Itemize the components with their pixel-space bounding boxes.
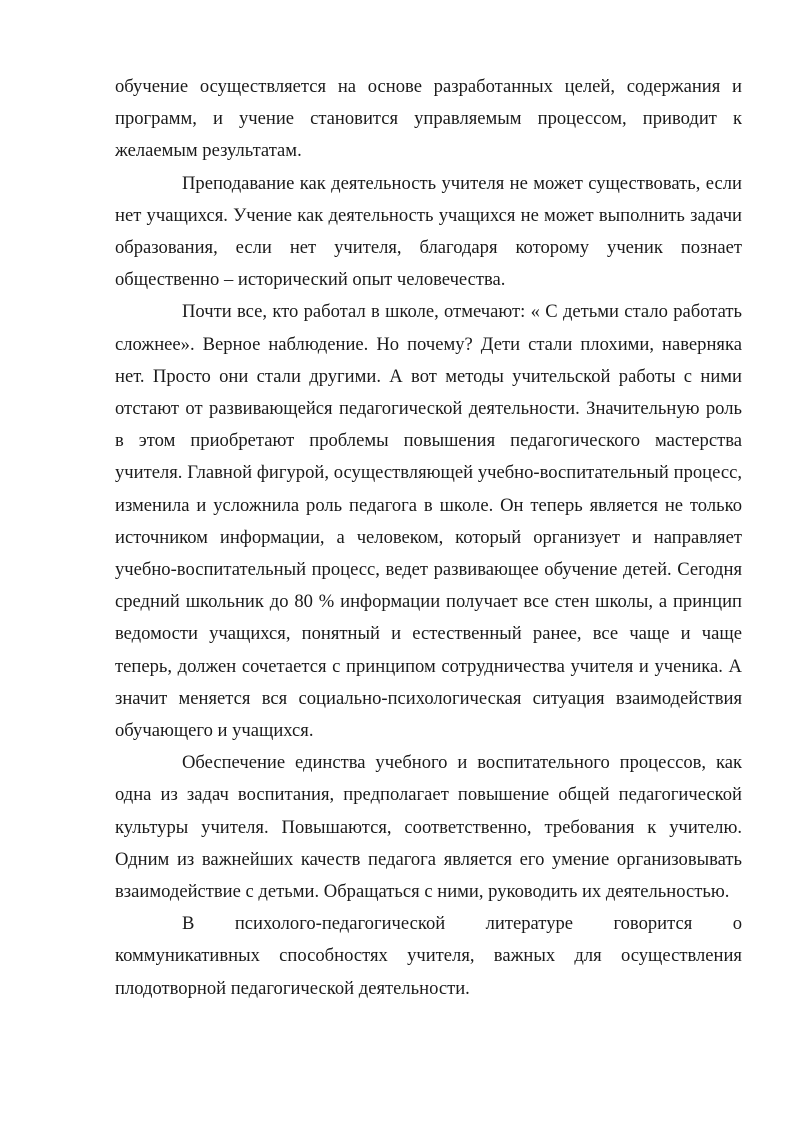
paragraph-4: Обеспечение единства учебного и воспитательного процессов, как одна из задач воспитания, предполагает повышение общей педагогической культуры учителя. Повышаются, соответственно, требования к учителю. Одним из важнейших качеств педагога является его умение организовывать взаимодействие с детьми. Обращаться с ними, руководить их деятельностью. [115, 752, 742, 903]
document-body [115, 71, 742, 1005]
paragraph-3: Почти все, кто работал в школе, отмечают: « С детьми стало работать сложнее». Верное наблюдение. Но почему? Дети стали плохими, наверняка нет. Просто они стали другими. А вот методы учительской работы с ними отстают от развивающейся педагогической деятельности. Значительную роль в этом приобретают проблемы повышения педагогического мастерства учителя. Главной фигурой, осуществляющей учебно-воспитательный процесс, изменила и усложнила роль педагога в школе. Он теперь является не только источником информации, а человеком, который организует и направляет учебно-воспитательный процесс, ведет развивающее обучение детей. Сегодня средний школьник до 80 % информации получает все стен школы, а принцип ведомости учащихся, понятный и естественный ранее, все чаще и чаще теперь, должен сочетается с принципом сотрудничества учителя и ученика. А значит меняется вся социально-психологическая ситуация взаимодействия обучающего и учащихся. [115, 301, 742, 742]
paragraph-2: Преподавание как деятельность учителя не может существовать, если нет учащихся. Учение как деятельность учащихся не может выполнить задачи образования, если нет учителя, благодаря которому ученик познает общественно – исторический опыт человечества. [115, 172, 742, 291]
paragraph-1: обучение осуществляется на основе разработанных целей, содержания и программ, и учение становится управляемым процессом, приводит к желаемым результатам. [115, 76, 742, 162]
paragraph-5: В психолого-педагогической литературе говорится о коммуникативных способностях учителя, важных для осуществления плодотворной педагогической деятельности. [115, 913, 742, 999]
